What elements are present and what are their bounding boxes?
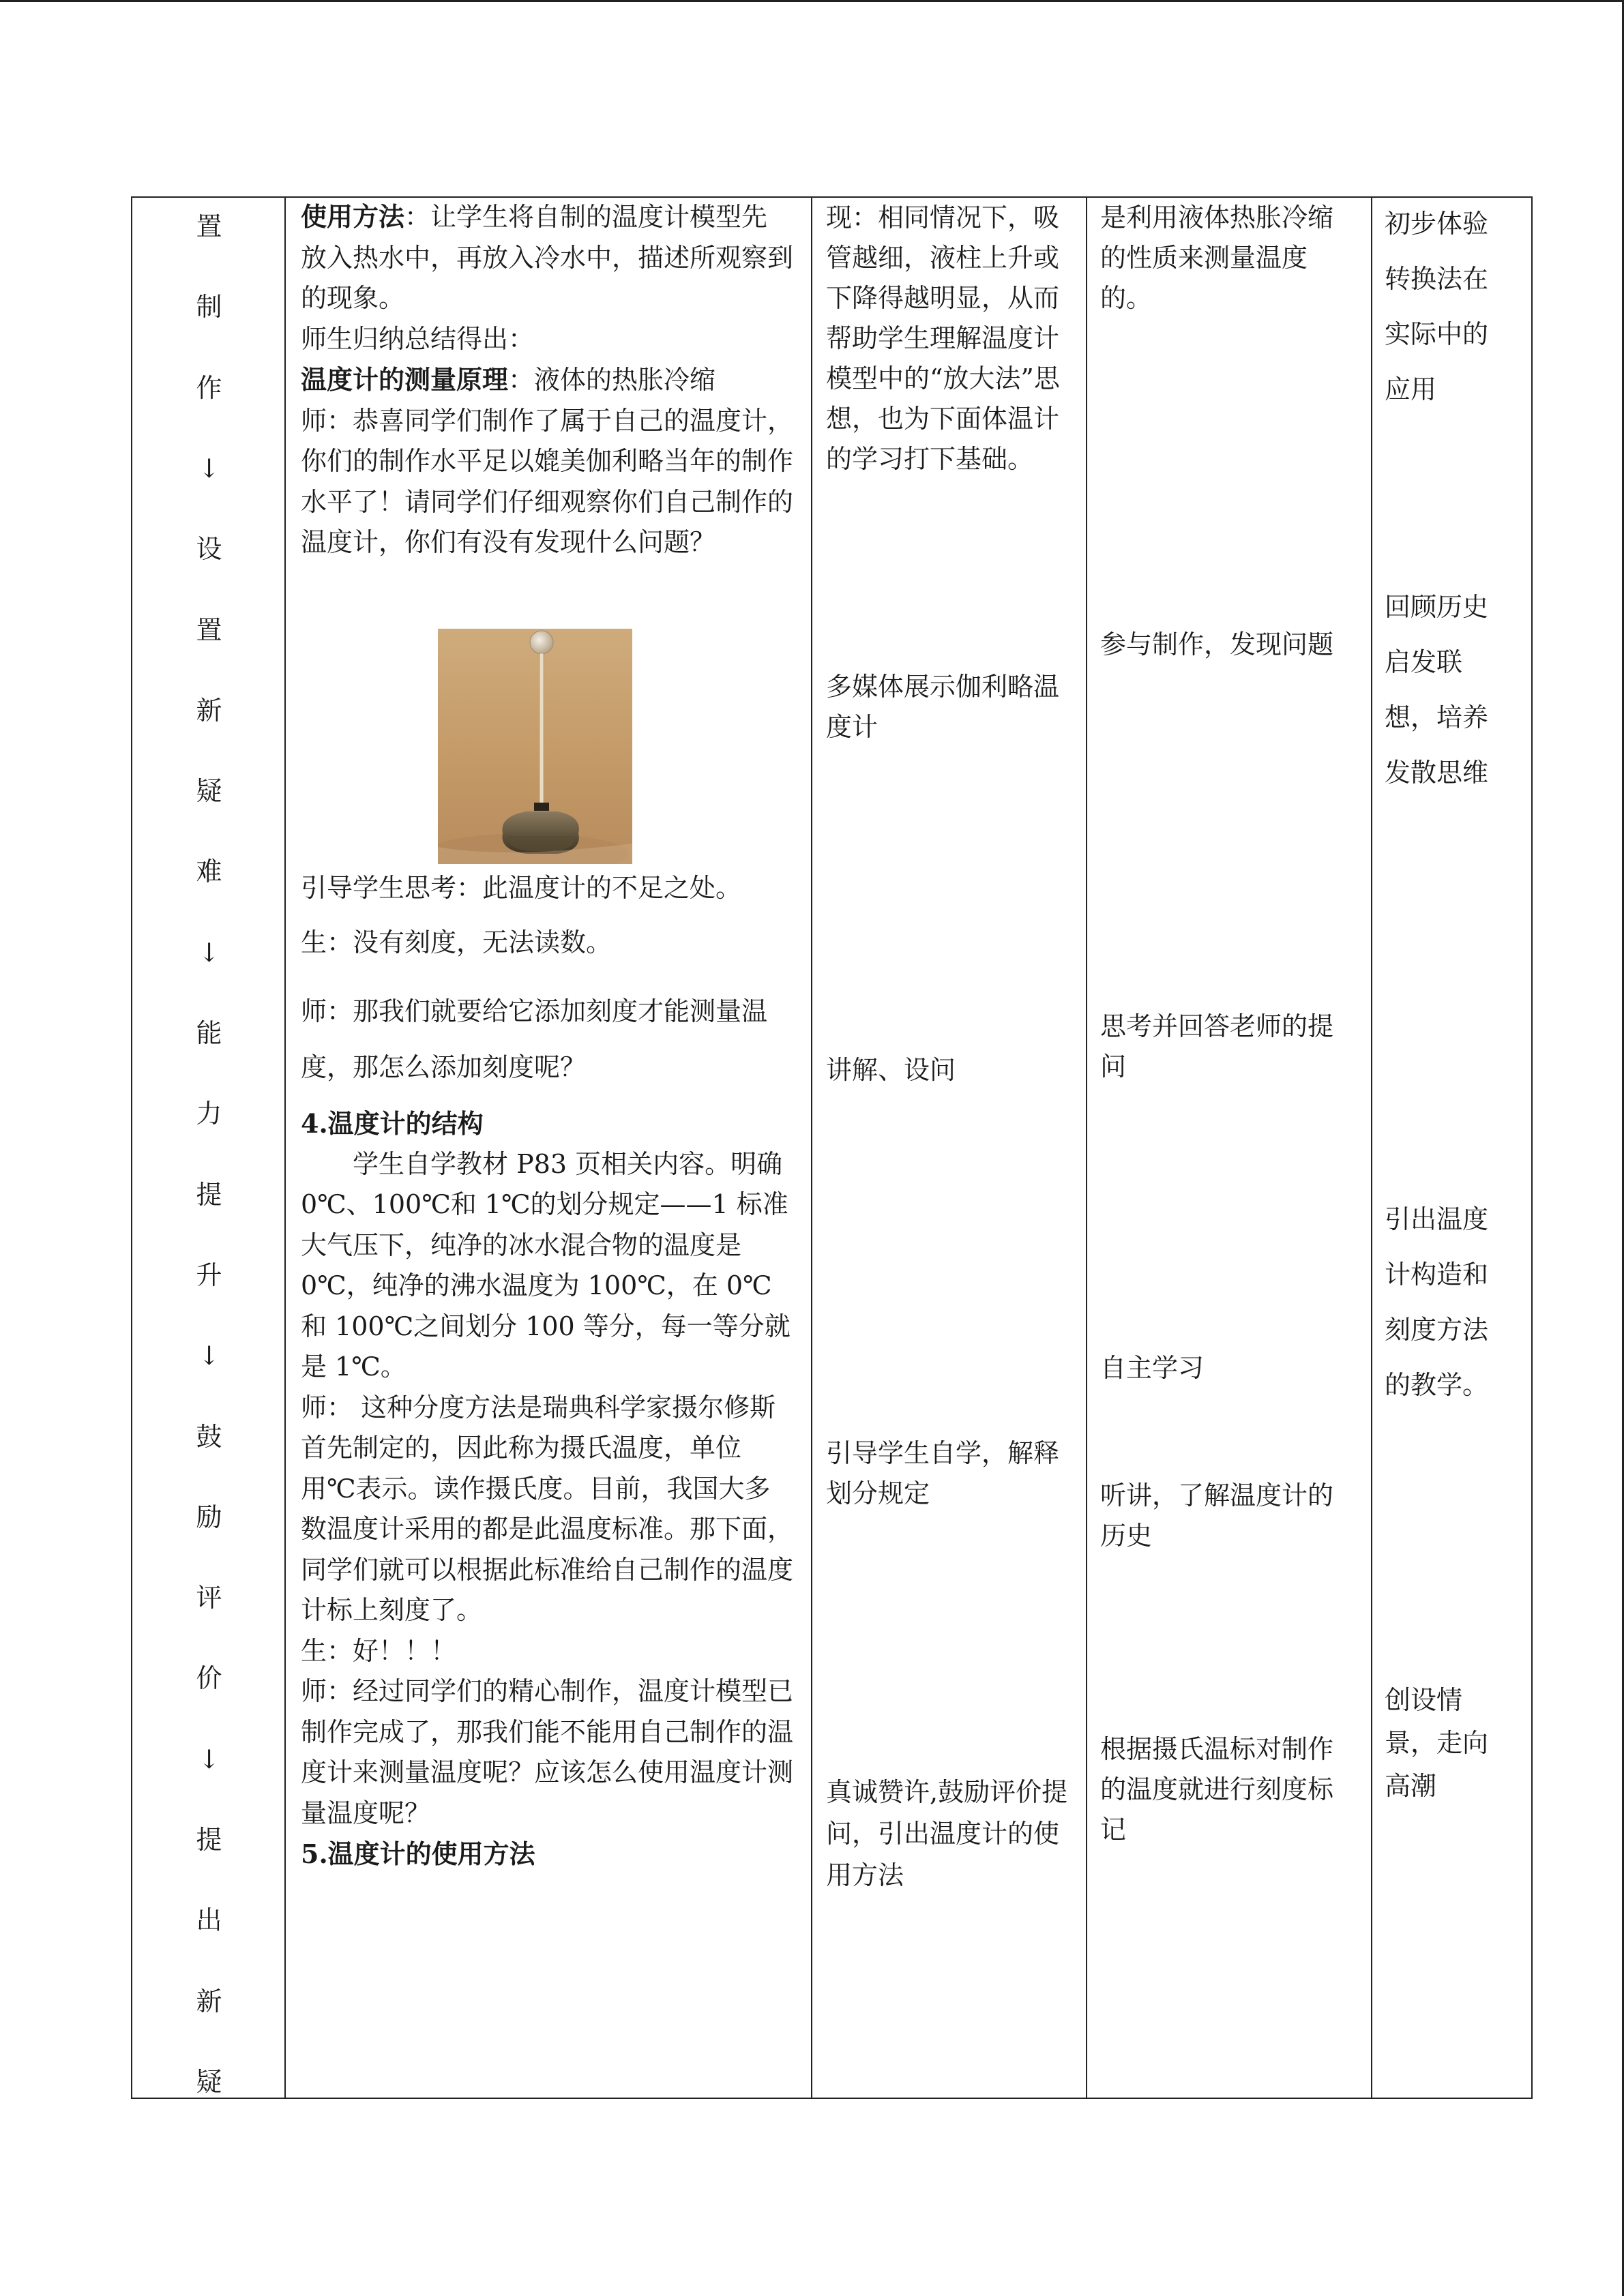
teacher-praise-activity: 真诚赞许,鼓励评价提问，引出温度计的使用方法: [826, 1777, 1068, 1890]
process-char: 置: [196, 614, 222, 645]
content-text-block-2: [301, 874, 793, 1095]
content-text-block-1: [301, 196, 793, 563]
teacher-celsius: 师： 这种分度方法是瑞典科学家摄尔修斯首先制定的，因此称为摄氏温度，单位用℃表示。读作摄氏度。目前，我国大多数温度计采用的都是此温度标准。那下面，同学们就可以根据此标准给自己制作的温度计标上刻度了。: [301, 1392, 794, 1625]
process-char: 疑: [196, 2066, 222, 2097]
student-principle: 是利用液体热胀冷缩的性质来测量温度的。: [1100, 203, 1334, 313]
teacher-praise: 师：恭喜同学们制作了属于自己的温度计，你们的制作水平足以媲美伽利略当年的制作水平了！请同学们仔细观察你们自己制作的温度计，你们有没有发现什么问题？: [301, 405, 794, 557]
intent-history: 回顾历史启发联想，培养发散思维: [1385, 592, 1489, 788]
page-top-border: [0, 0, 1624, 2]
student-answer-activity: 思考并回答老师的提问: [1100, 1011, 1334, 1082]
process-column: [132, 198, 286, 2098]
student-listen: 听讲，了解温度计的历史: [1100, 1480, 1334, 1551]
student-mark: 根据摄氏温标对制作的温度就进行刻度标记: [1100, 1734, 1334, 1845]
principle-text: ：液体的热胀冷缩: [508, 365, 716, 395]
student-participate: 参与制作，发现问题: [1100, 629, 1334, 659]
section5-title: 5.温度计的使用方法: [301, 1838, 535, 1869]
process-char: 鼓: [196, 1421, 222, 1452]
teacher-observe: 现：相同情况下，吸管越细，液柱上升或下降得越明显，从而帮助学生理解温度计模型中的“放大法”思想，也为下面体温计的学习打下基础。: [826, 203, 1060, 474]
process-arrow: ↓: [198, 1341, 220, 1371]
teacher-guide-self: 引导学生自学，解释划分规定: [826, 1438, 1060, 1508]
process-char: 能: [196, 1018, 222, 1048]
thermometer-illustration: [438, 629, 632, 864]
process-char: 置: [196, 211, 222, 241]
process-char: 作: [196, 372, 222, 403]
student-ok: 生：好！！！: [301, 1635, 457, 1666]
summary-line: 师生归纳总结得出：: [301, 323, 535, 354]
student-answer: 生：没有刻度，无法读数。: [301, 927, 612, 957]
teacher-measure: 师：经过同学们的精心制作，温度计模型已制作完成了，那我们能不能用自己制作的温度计来测量温度呢？应该怎么使用温度计测量温度呢？: [301, 1676, 794, 1828]
section4-body: 学生自学教材 P83 页相关内容。明确 0℃、100℃和 1℃的划分规定——1 标准大气压下，纯净的冰水混合物的温度是 0℃，纯净的沸水温度为 100℃，在 0℃和 100℃之间划分 100 等分，每一等分就是 1℃。: [301, 1148, 791, 1382]
process-char: 提: [196, 1179, 222, 1210]
intent-climax: 创设情景，走向高潮: [1385, 1685, 1489, 1801]
process-char: 励: [196, 1502, 222, 1532]
process-char: 难: [196, 856, 222, 887]
teacher-scale-question: 师：那我们就要给它添加刻度才能测量温度，那怎么添加刻度呢？: [301, 996, 768, 1082]
principle-line: [301, 359, 793, 401]
teacher-explain: 讲解、设问: [826, 1055, 956, 1085]
content-text-block-3: [301, 1103, 793, 1875]
process-char: 价: [196, 1663, 222, 1694]
process-char: 力: [196, 1099, 222, 1129]
teacher-multimedia: 多媒体展示伽利略温度计: [826, 672, 1060, 742]
section4-title: 4.温度计的结构: [301, 1108, 484, 1139]
process-arrow: ↓: [198, 937, 220, 968]
process-char: 设: [196, 534, 222, 565]
usage-text: ：让学生将自制的温度计模型先放入热水中，再放入冷水中，描述所观察到的现象。: [301, 202, 794, 313]
process-char: 出: [196, 1905, 222, 1936]
galileo-thermometer-photo: [438, 629, 632, 864]
guide-question: 引导学生思考：此温度计的不足之处。: [301, 873, 742, 903]
process-char: 制: [196, 292, 222, 323]
process-char: 新: [196, 1986, 222, 2016]
process-arrow: ↓: [198, 453, 220, 483]
process-char: 提: [196, 1825, 222, 1855]
design-intent-column: [1372, 198, 1534, 2098]
process-char: 评: [196, 1583, 222, 1613]
student-self-study: 自主学习: [1100, 1353, 1205, 1383]
process-arrow: ↓: [198, 1744, 220, 1774]
process-char: 疑: [196, 776, 222, 807]
principle-label: 温度计的测量原理: [301, 364, 509, 395]
process-char: 新: [196, 695, 222, 726]
process-char: 升: [196, 1259, 222, 1290]
intent-experience: 初步体验转换法在实际中的应用: [1385, 209, 1489, 404]
usage-line: [301, 196, 793, 319]
intent-structure: 引出温度计构造和刻度方法的教学。: [1385, 1204, 1489, 1400]
usage-label: 使用方法: [301, 201, 405, 232]
